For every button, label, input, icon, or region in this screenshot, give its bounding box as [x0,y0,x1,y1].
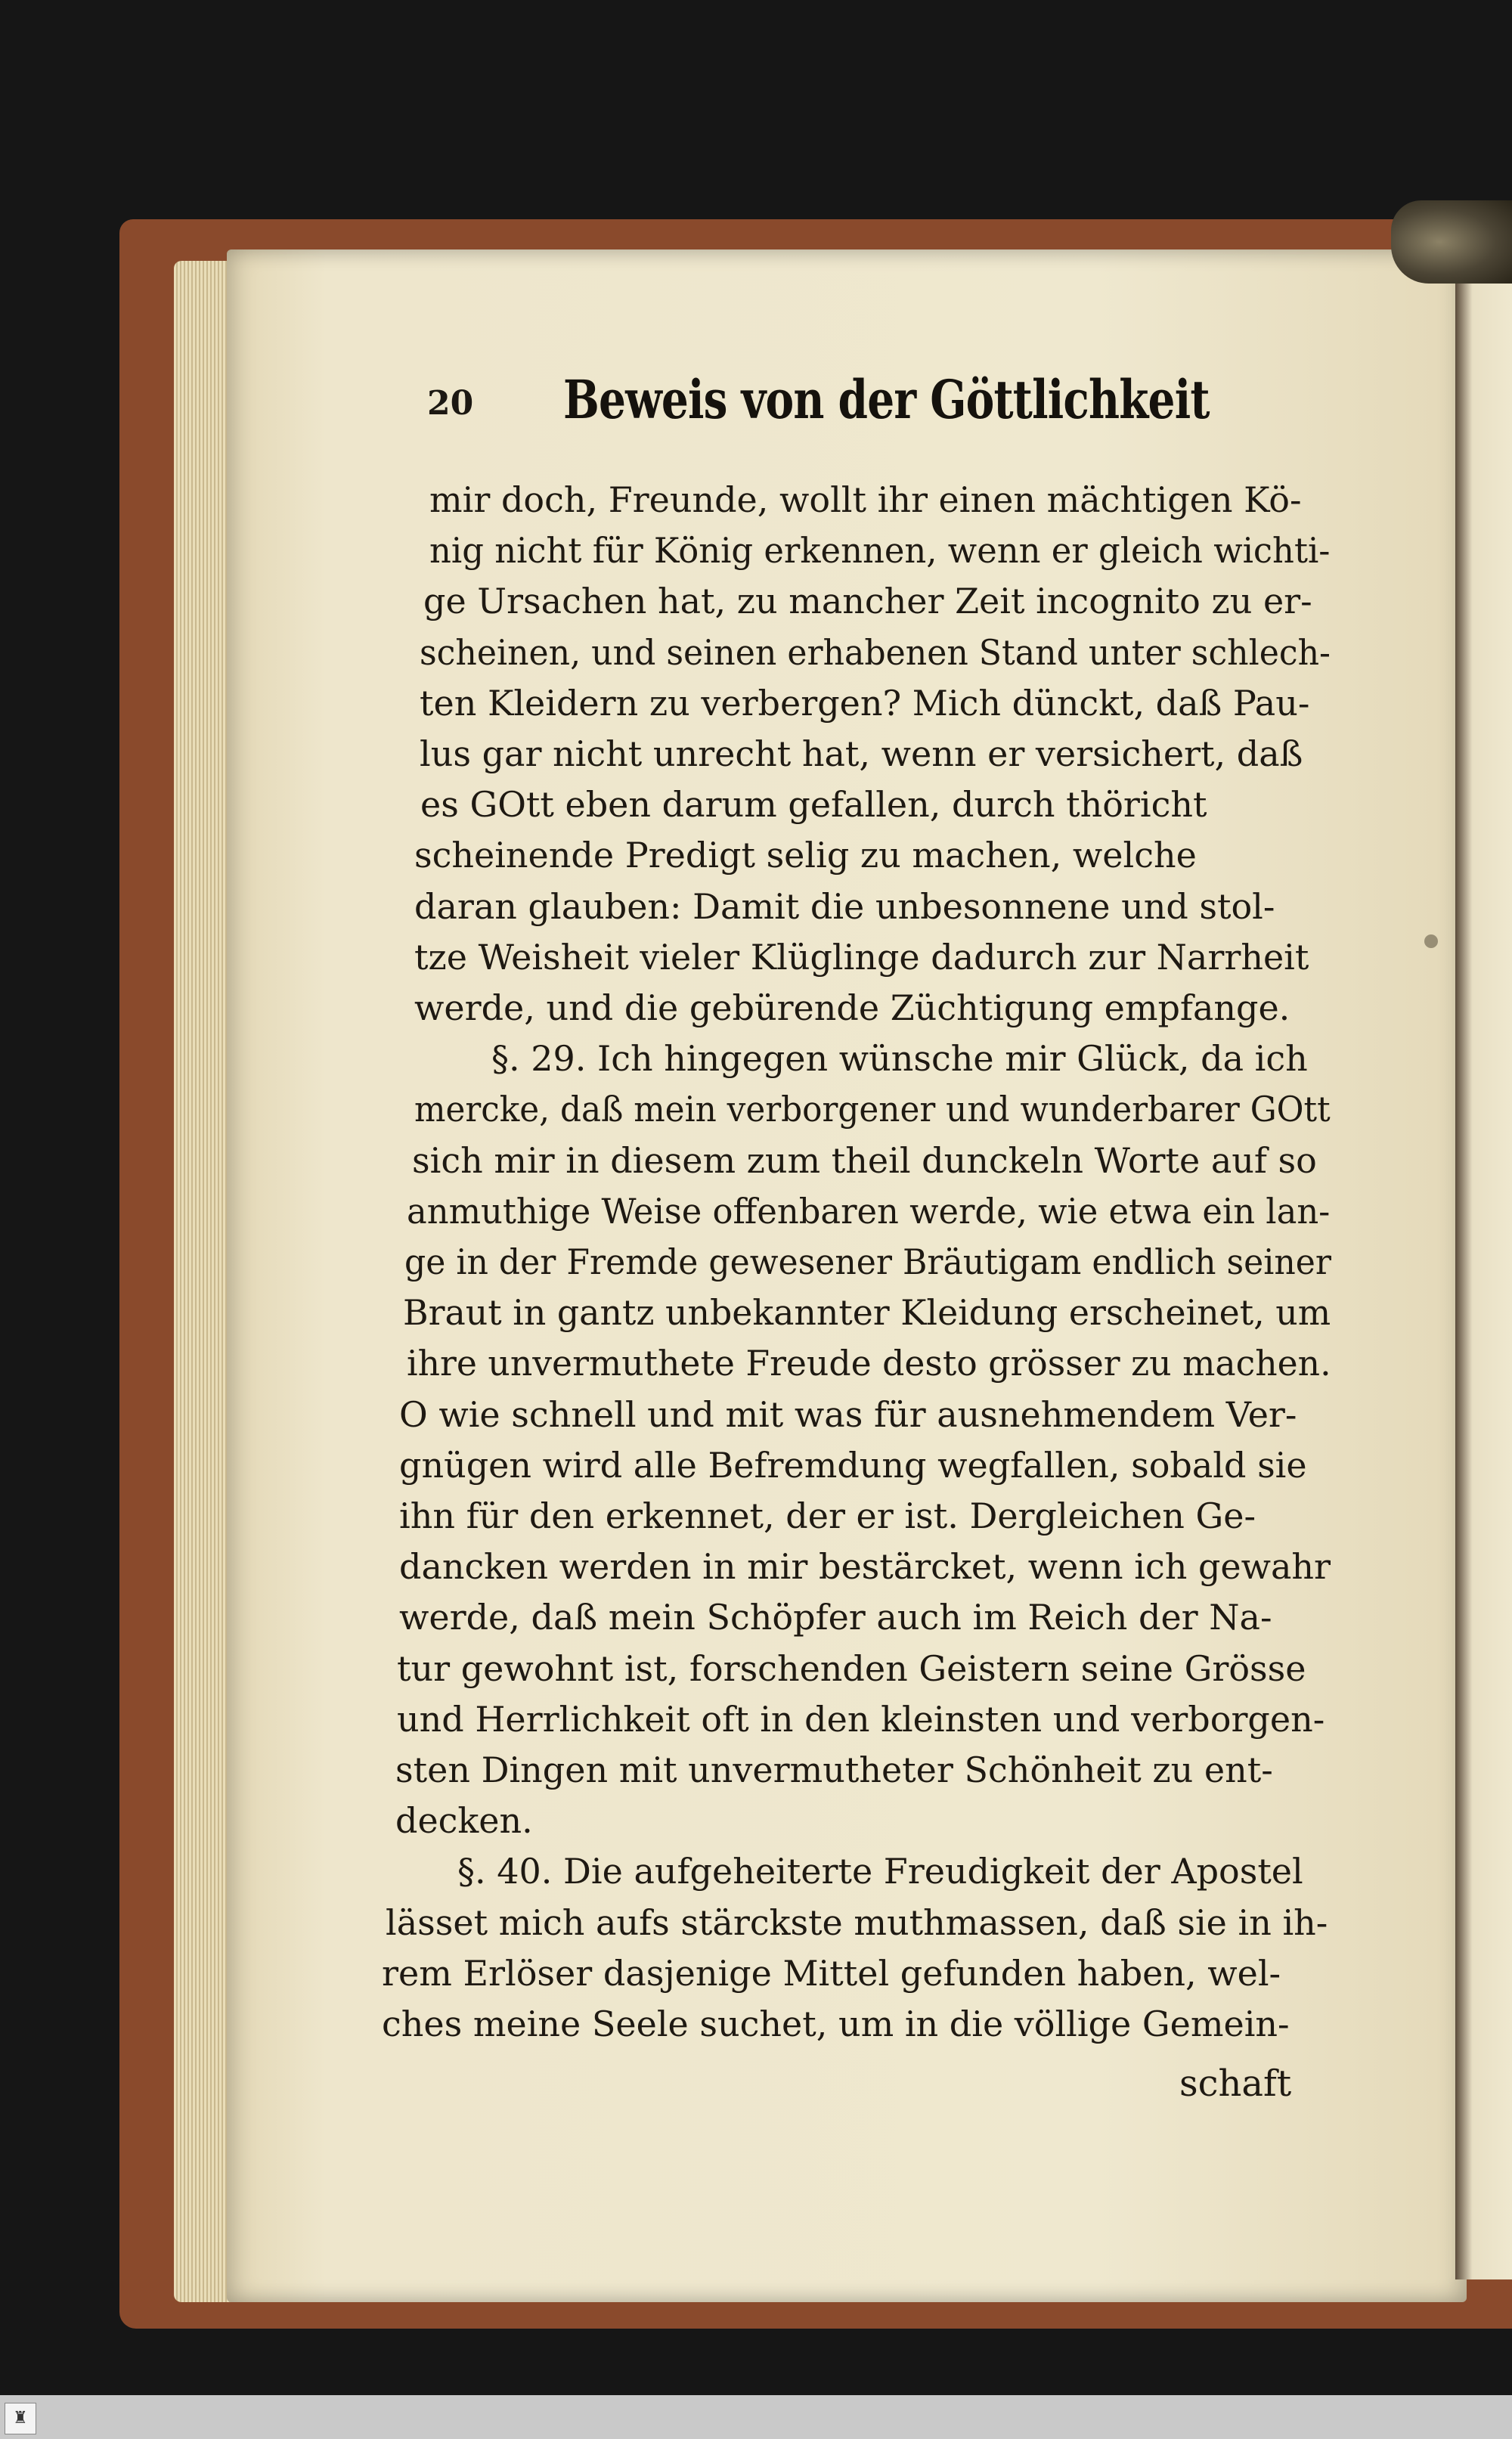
text-line: lässet mich aufs stärckste muthmassen, daß sie in ih- [386,1902,1328,1943]
text-line: Braut in gantz unbekannter Kleidung erscheinet, um [403,1292,1331,1333]
text-line: mercke, daß mein verborgener und wunderbarer GOtt [414,1089,1331,1130]
text-line: dancken werden in mir bestärcket, wenn ich gewahr [399,1546,1331,1587]
text-line: §. 40. Die aufgeheiterte Freudigkeit der Apostel [457,1851,1303,1892]
text-line: und Herrlichkeit oft in den kleinsten und verborgen- [397,1699,1325,1740]
metal-clasp [1391,200,1512,284]
text-line: werde, und die gebürende Züchtigung empfange. [414,987,1290,1028]
facing-page-edge [1455,261,1512,2279]
text-line: sich mir in diesem zum theil dunckeln Worte auf so [412,1140,1317,1181]
text-line: sten Dingen mit unvermutheter Schönheit zu ent- [395,1749,1273,1790]
text-line: gnügen wird alle Befremdung wegfallen, sobald sie [399,1445,1307,1486]
text-line: es GOtt eben darum gefallen, durch thöricht [420,784,1207,825]
text-line: anmuthige Weise offenbaren werde, wie etwa ein lan- [407,1191,1331,1232]
catchword: schaft [1179,2062,1292,2105]
text-line: lus gar nicht unrecht hat, wenn er versichert, daß [420,733,1303,774]
text-line: tze Weisheit vieler Klüglinge dadurch zur Narrheit [414,937,1309,978]
running-head: Beweis von der Göttlichkeit [563,368,1210,431]
text-line: mir doch, Freunde, wollt ihr einen mächtigen Kö- [429,479,1302,520]
text-line: ihn für den erkennet, der er ist. Dergleichen Ge- [399,1495,1256,1536]
library-logo-icon: ♜ [5,2403,36,2434]
text-line: scheinende Predigt selig zu machen, welche [414,835,1197,875]
text-line: tur gewohnt ist, forschenden Geistern seine Grösse [397,1648,1306,1689]
text-line: werde, daß mein Schöpfer auch im Reich der Na- [399,1597,1272,1638]
paper-stain [1424,934,1438,948]
text-line: ge Ursachen hat, zu mancher Zeit incognito zu er- [423,581,1312,621]
text-line: ihre unvermuthete Freude desto grösser zu machen. [407,1343,1331,1384]
text-line: nig nicht für König erkennen, wenn er gleich wichti- [429,530,1331,571]
text-line: §. 29. Ich hingegen wünsche mir Glück, da ich [491,1038,1308,1079]
page-number: 20 [427,384,474,423]
text-line: scheinen, und seinen erhabenen Stand unter schlech- [420,632,1331,673]
text-line: decken. [395,1800,533,1841]
text-line: ten Kleidern zu verbergen? Mich dünckt, daß Pau- [420,683,1310,724]
text-line: rem Erlöser dasjenige Mittel gefunden haben, wel- [382,1953,1281,1994]
text-line: ge in der Fremde gewesener Bräutigam endlich seiner [404,1241,1331,1282]
text-line: O wie schnell und mit was für ausnehmendem Ver- [399,1394,1297,1435]
text-line: daran glauben: Damit die unbesonnene und stol- [414,886,1275,927]
text-line: ches meine Seele suchet, um in die völlige Gemein- [382,2004,1290,2044]
viewer-bottom-bar [0,2395,1512,2439]
